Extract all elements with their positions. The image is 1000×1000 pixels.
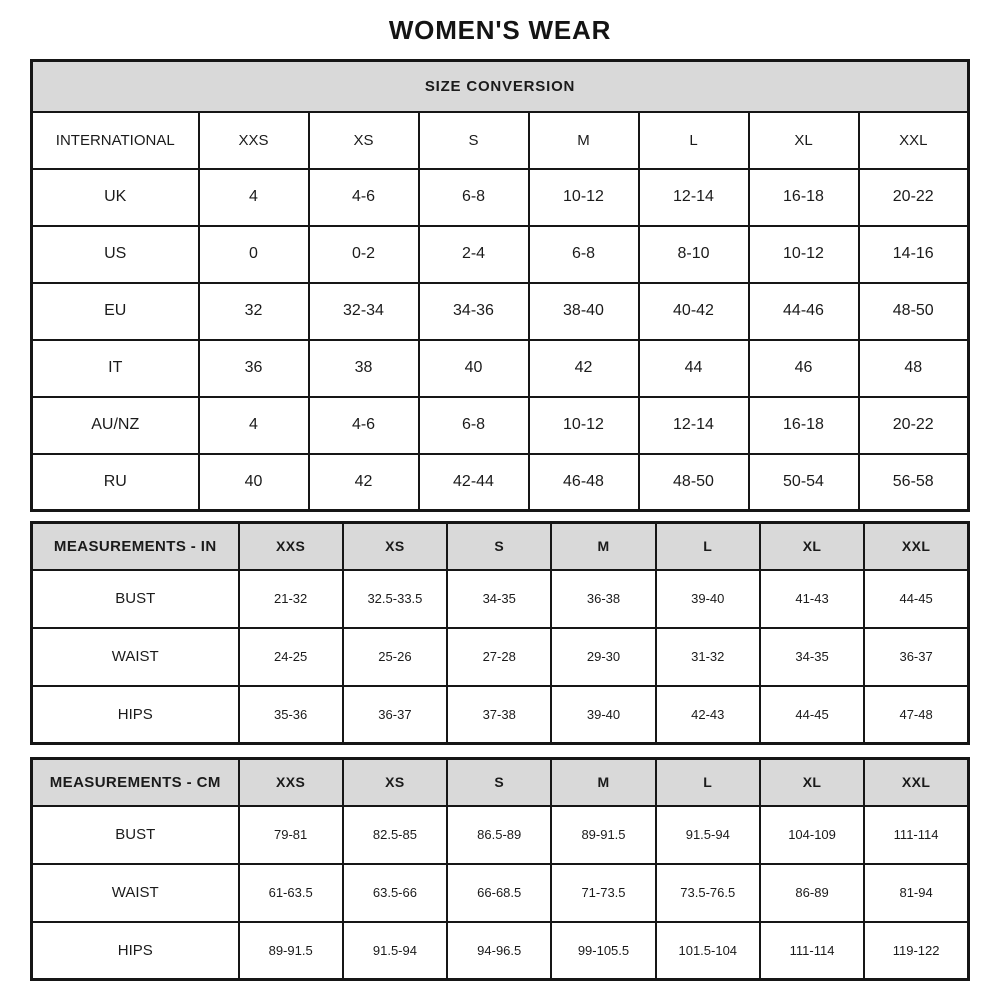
international-header-row: [32, 112, 969, 169]
size-conversion-column-header-4: M: [529, 112, 639, 169]
size-conversion-column-header-7: XXL: [859, 112, 969, 169]
page-title: WOMEN'S WEAR: [388, 15, 612, 45]
measurements-cm-row-value-2: 66-68.5: [447, 864, 551, 922]
size-conversion-row-value-0: 4: [199, 169, 309, 226]
measurements-in-row-value-4: 31-32: [656, 628, 760, 686]
size-conversion-row-value-3: 10-12: [529, 397, 639, 454]
measurements-in-row-value-0: 24-25: [239, 628, 343, 686]
measurements-cm-row-value-4: 91.5-94: [656, 806, 760, 864]
measurements-in-body: [32, 570, 969, 744]
size-conversion-row-value-3: 6-8: [529, 226, 639, 283]
measurements-cm-size-header-4: L: [656, 759, 760, 806]
measurements-in-size-header-5: XL: [760, 523, 864, 570]
size-conversion-column-header-0: INTERNATIONAL: [32, 112, 199, 169]
measurements-cm-row: [32, 864, 969, 922]
measurements-cm-row-value-1: 91.5-94: [343, 922, 447, 980]
measurements-cm-row-value-6: 81-94: [864, 864, 968, 922]
size-conversion-row-value-1: 38: [309, 340, 419, 397]
size-conversion-row-value-5: 44-46: [749, 283, 859, 340]
measurements-cm-title: MEASUREMENTS - CM: [32, 759, 239, 806]
measurements-in-title: MEASUREMENTS - IN: [32, 523, 239, 570]
size-conversion-row-value-2: 42-44: [419, 454, 529, 511]
size-conversion-row-value-4: 12-14: [639, 169, 749, 226]
size-conversion-table: [30, 59, 970, 512]
size-conversion-row-value-6: 48-50: [859, 283, 969, 340]
size-conversion-row-label: AU/NZ: [32, 397, 199, 454]
size-conversion-row-value-6: 14-16: [859, 226, 969, 283]
size-conversion-row-value-1: 32-34: [309, 283, 419, 340]
measurements-cm-row-value-4: 101.5-104: [656, 922, 760, 980]
size-conversion-row-value-5: 16-18: [749, 397, 859, 454]
measurements-cm-row-value-5: 86-89: [760, 864, 864, 922]
size-conversion-row-value-1: 0-2: [309, 226, 419, 283]
measurements-cm-row: [32, 806, 969, 864]
size-conversion-row-value-4: 12-14: [639, 397, 749, 454]
measurements-cm-row-value-3: 71-73.5: [551, 864, 655, 922]
measurements-cm-row-label: WAIST: [32, 864, 239, 922]
size-conversion-row-value-0: 0: [199, 226, 309, 283]
size-conversion-row-value-3: 10-12: [529, 169, 639, 226]
measurements-in-row-value-0: 21-32: [239, 570, 343, 628]
measurements-in-row-value-2: 34-35: [447, 570, 551, 628]
measurements-in-row-value-5: 34-35: [760, 628, 864, 686]
measurements-cm-row-value-3: 99-105.5: [551, 922, 655, 980]
measurements-in-row-value-1: 32.5-33.5: [343, 570, 447, 628]
size-conversion-row-value-2: 40: [419, 340, 529, 397]
size-conversion-row-value-1: 4-6: [309, 169, 419, 226]
size-conversion-column-header-1: XXS: [199, 112, 309, 169]
size-conversion-row: [32, 169, 969, 226]
size-conversion-row-value-0: 4: [199, 397, 309, 454]
size-conversion-row: [32, 397, 969, 454]
measurements-in-row-value-6: 44-45: [864, 570, 968, 628]
measurements-in-size-header-0: XXS: [239, 523, 343, 570]
size-conversion-row-value-5: 46: [749, 340, 859, 397]
measurements-cm-row-value-5: 111-114: [760, 922, 864, 980]
measurements-cm-size-header-1: XS: [343, 759, 447, 806]
measurements-in-row: [32, 686, 969, 744]
measurements-in-size-header-4: L: [656, 523, 760, 570]
size-conversion-row-value-6: 48: [859, 340, 969, 397]
size-conversion-row: [32, 340, 969, 397]
size-conversion-row-value-5: 10-12: [749, 226, 859, 283]
size-conversion-row: [32, 226, 969, 283]
measurements-cm-row-value-5: 104-109: [760, 806, 864, 864]
size-conversion-row-value-1: 4-6: [309, 397, 419, 454]
size-conversion-row-value-2: 6-8: [419, 397, 529, 454]
size-conversion-row-value-2: 2-4: [419, 226, 529, 283]
measurements-in-row-value-1: 25-26: [343, 628, 447, 686]
measurements-cm-table: [30, 757, 970, 981]
measurements-in-size-header-6: XXL: [864, 523, 968, 570]
measurements-cm-header-row: [32, 759, 969, 806]
measurements-cm-row-value-2: 86.5-89: [447, 806, 551, 864]
size-conversion-column-header-2: XS: [309, 112, 419, 169]
measurements-in-row-value-6: 47-48: [864, 686, 968, 744]
size-conversion-row-value-2: 34-36: [419, 283, 529, 340]
measurements-cm-row-value-3: 89-91.5: [551, 806, 655, 864]
size-conversion-row-value-4: 48-50: [639, 454, 749, 511]
measurements-cm-row-value-1: 82.5-85: [343, 806, 447, 864]
size-conversion-row-label: UK: [32, 169, 199, 226]
measurements-in-row-value-2: 27-28: [447, 628, 551, 686]
size-conversion-row-value-4: 44: [639, 340, 749, 397]
measurements-in-row-value-1: 36-37: [343, 686, 447, 744]
size-conversion-row-value-3: 46-48: [529, 454, 639, 511]
measurements-in-row-value-3: 39-40: [551, 686, 655, 744]
measurements-cm-row-value-0: 89-91.5: [239, 922, 343, 980]
measurements-in-size-header-3: M: [551, 523, 655, 570]
measurements-cm-size-header-0: XXS: [239, 759, 343, 806]
measurements-in-row-value-2: 37-38: [447, 686, 551, 744]
size-conversion-row-value-0: 36: [199, 340, 309, 397]
measurements-cm-row-label: BUST: [32, 806, 239, 864]
size-conversion-row-label: EU: [32, 283, 199, 340]
measurements-in-row-value-4: 42-43: [656, 686, 760, 744]
measurements-in-row-value-3: 36-38: [551, 570, 655, 628]
measurements-cm-size-header-2: S: [447, 759, 551, 806]
size-conversion-row: [32, 454, 969, 511]
size-conversion-row-value-6: 20-22: [859, 169, 969, 226]
measurements-in-table: [30, 521, 970, 745]
size-conversion-body: [32, 169, 969, 511]
measurements-cm-row-value-6: 111-114: [864, 806, 968, 864]
measurements-in-row-label: HIPS: [32, 686, 239, 744]
size-conversion-row-value-4: 40-42: [639, 283, 749, 340]
size-conversion-row-label: IT: [32, 340, 199, 397]
measurements-in-row-value-5: 44-45: [760, 686, 864, 744]
size-conversion-row-label: US: [32, 226, 199, 283]
size-conversion-row-value-4: 8-10: [639, 226, 749, 283]
measurements-in-size-header-2: S: [447, 523, 551, 570]
size-conversion-row: [32, 283, 969, 340]
size-conversion-column-header-3: S: [419, 112, 529, 169]
measurements-in-row-label: BUST: [32, 570, 239, 628]
measurements-cm-size-header-3: M: [551, 759, 655, 806]
measurements-in-row-value-0: 35-36: [239, 686, 343, 744]
size-conversion-row-value-0: 40: [199, 454, 309, 511]
size-conversion-row-value-5: 16-18: [749, 169, 859, 226]
measurements-cm-row-value-2: 94-96.5: [447, 922, 551, 980]
size-conversion-row-value-6: 56-58: [859, 454, 969, 511]
size-conversion-column-header-6: XL: [749, 112, 859, 169]
measurements-in-row-value-4: 39-40: [656, 570, 760, 628]
measurements-in-row-value-3: 29-30: [551, 628, 655, 686]
measurements-in-row-value-5: 41-43: [760, 570, 864, 628]
measurements-in-row-value-6: 36-37: [864, 628, 968, 686]
size-conversion-row-value-3: 38-40: [529, 283, 639, 340]
size-conversion-row-value-1: 42: [309, 454, 419, 511]
size-conversion-title: SIZE CONVERSION: [32, 61, 969, 112]
measurements-in-row-label: WAIST: [32, 628, 239, 686]
size-conversion-row-value-0: 32: [199, 283, 309, 340]
measurements-cm-row-value-0: 79-81: [239, 806, 343, 864]
size-conversion-row-value-3: 42: [529, 340, 639, 397]
size-conversion-column-header-5: L: [639, 112, 749, 169]
measurements-cm-size-header-5: XL: [760, 759, 864, 806]
measurements-cm-body: [32, 806, 969, 980]
measurements-cm-row: [32, 922, 969, 980]
measurements-cm-size-header-6: XXL: [864, 759, 968, 806]
measurements-cm-row-value-0: 61-63.5: [239, 864, 343, 922]
size-conversion-row-value-6: 20-22: [859, 397, 969, 454]
measurements-in-row: [32, 570, 969, 628]
measurements-cm-row-value-4: 73.5-76.5: [656, 864, 760, 922]
size-conversion-row-value-5: 50-54: [749, 454, 859, 511]
measurements-cm-row-label: HIPS: [32, 922, 239, 980]
measurements-cm-row-value-1: 63.5-66: [343, 864, 447, 922]
measurements-in-header-row: [32, 523, 969, 570]
size-conversion-header-row: [32, 61, 969, 112]
measurements-in-size-header-1: XS: [343, 523, 447, 570]
measurements-in-row: [32, 628, 969, 686]
measurements-cm-row-value-6: 119-122: [864, 922, 968, 980]
size-conversion-row-value-2: 6-8: [419, 169, 529, 226]
size-conversion-row-label: RU: [32, 454, 199, 511]
